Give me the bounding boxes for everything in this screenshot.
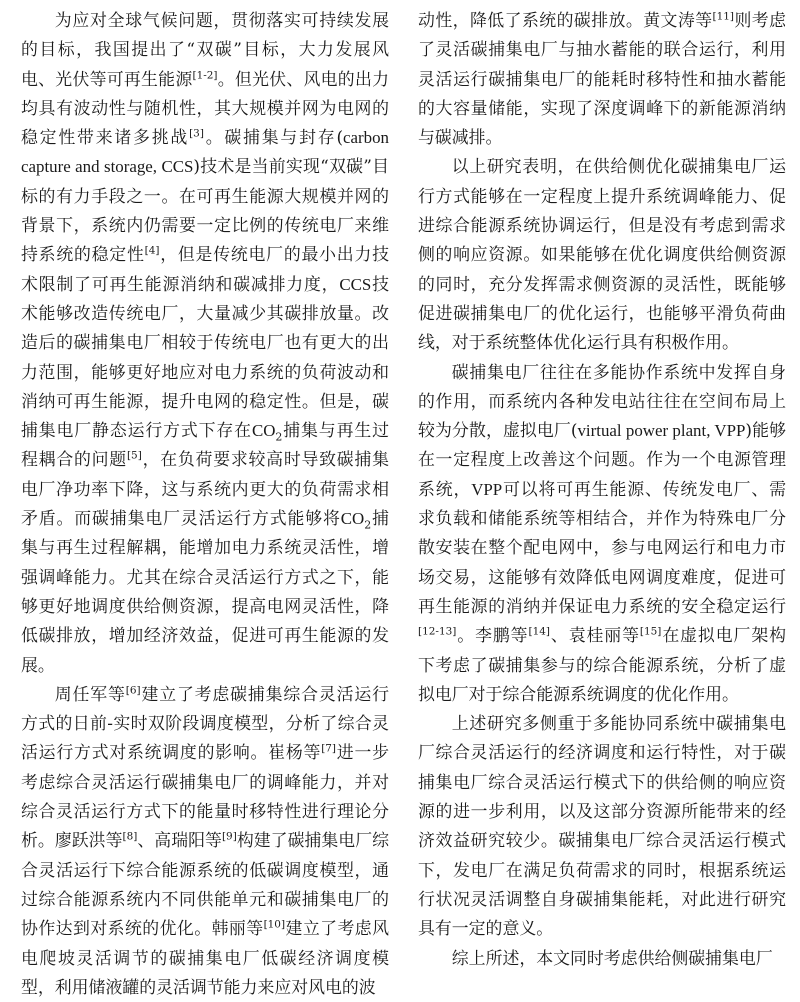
text-run: 周任军等	[54, 683, 126, 704]
text-run: 、袁桂丽等	[549, 625, 640, 646]
text-run: 建立了考虑碳捕集综合灵活运行方式的日前-实时双阶段调度模型，分析了综合灵活运行方式对系统调度的影响。崔杨等	[21, 683, 389, 763]
text-run: 。碳捕集与封存(	[203, 127, 344, 148]
text-run: 以上研究表明，在供给侧优化碳捕集电厂运行方式能够在一定程度上提升系统调峰能力、促进综合能源系统协调运行，但是没有考虑到需求侧的响应资源。如果能够在优化调度供给侧资源的同时，充分发挥需求侧资源的灵活性，既能够促进碳捕集电厂的优化运行，也能够平滑负荷曲线，对于系统整体优化运行具有积极作用。	[418, 156, 786, 353]
citation-ref: [6]	[125, 684, 141, 697]
paragraph-summary	[418, 709, 786, 943]
ccs-abbrev: CCS	[339, 274, 372, 294]
citation-ref: [8]	[122, 830, 138, 843]
ccs-full-name: carbon capture and storage, CCS	[21, 128, 390, 177]
text-run: 、高瑞阳等	[137, 830, 222, 851]
text-run: 构建了碳捕集电厂综合灵活运行下综合能源系统的低碳调度模型，通过综合能源系统内不同供能单元和碳捕集电厂的协作达到对系统的优化。韩丽等	[21, 830, 390, 939]
text-run: 综上所述，本文同时考虑供给侧碳捕集电厂	[451, 947, 773, 968]
text-run: 技术能够改造传统电厂，大量减少其碳排放量。改造后的碳捕集电厂相较于传统电厂也有更大的出力范围，能够更好地应对电力系统的负荷波动和消纳可再生能源，提升电网的稳定性。但是，碳捕集电厂静态运行方式下存在	[21, 273, 389, 441]
paragraph-virtual-power-plant	[418, 358, 786, 710]
citation-ref: [1-2]	[192, 68, 218, 81]
citation-ref: [5]	[126, 449, 142, 462]
vpp-full-name: virtual power plant, VPP	[577, 421, 746, 441]
citation-ref: [7]	[321, 742, 337, 755]
paragraph-literature-review	[21, 680, 389, 1002]
paragraph-research-gap	[418, 152, 786, 357]
citation-ref: [11]	[712, 10, 735, 23]
citation-ref: [10]	[263, 918, 286, 931]
text-run: 碳捕集电厂往往在多能协作系统中发挥自身的作用，而系统内各种发电站往往在空间布局上较为分散，虚拟电厂(	[418, 361, 786, 441]
citation-ref: [14]	[528, 625, 550, 638]
citation-ref: [12-13]	[418, 625, 457, 638]
text-run: 上述研究多侧重于多能协同系统中碳捕集电厂综合灵活运行的经济调度和运行特性，对于碳捕集电厂综合灵活运行模式下的供给侧的响应资源的进一步利用，以及这部分资源所能带来的经济效益研究较少。碳捕集电厂综合灵活运行模式下，发电厂在满足负荷需求的同时，根据系统运行状况灵活调整自身碳捕集能耗，对此进行研究具有一定的意义。	[418, 713, 786, 939]
text-run: 为应对全球气候问题，贯彻落实可持续发展的目标，我国提出了“双碳”目标，大力发展风电、光伏等可再生能源	[21, 10, 389, 89]
text-run: 则考虑了灵活碳捕集电厂与抽水蓄能的联合运行，利用灵活运行碳捕集电厂的能耗时移特性和抽水蓄能的大容量储能，实现了深度调峰下的新能源消纳与碳减排。	[418, 10, 787, 148]
text-run: 捕集与再生过程解耦，能增加电力系统灵活性，增强调峰能力。尤其在综合灵活运行方式之下，能够更好地调度供给侧资源，提高电网灵活性，降低碳排放，增加经济效益，促进可再生能源的发展。	[21, 508, 389, 675]
text-run: 进一步考虑综合灵活运行碳捕集电厂的调峰能力，并对综合灵活运行方式下的能量时移特性进行理论分析。廖跃洪等	[21, 742, 390, 851]
text-run: 动性，降低了系统的碳排放。黄文涛等	[418, 10, 713, 30]
paragraph-conclusion-start	[418, 944, 786, 973]
text-run: 可以将可再生能源、传统发电厂、需求负载和储能系统等相结合，并作为特殊电厂分散安装在整个配电网中，参与电网运行和电力市场交易，这能够有效降低电网调度难度，促进可再生能源的消纳并保证电力系统的安全稳定运行	[418, 478, 787, 616]
text-run: )能够在一定程度上改善这个问题。作为一个电源管理系统，	[418, 420, 786, 499]
citation-ref: [3]	[189, 127, 204, 140]
text-run: )技术是当前实现“双碳”目标的有力手段之一。在可再生能源大规模并网的背景下，系统内仍需要一定比例的传统电厂来维持系统的稳定性	[21, 156, 389, 265]
co2-subscript: 2	[364, 518, 372, 532]
citation-ref: [9]	[221, 830, 237, 843]
left-column	[21, 6, 390, 997]
right-column	[418, 6, 787, 968]
text-run: 。但光伏、风电的出力均具有波动性与随机性，其大规模并网为电网的稳定性带来诸多挑战	[21, 68, 389, 148]
citation-ref: [15]	[639, 625, 662, 638]
co2-formula: CO	[251, 421, 276, 441]
text-run: ，但是传统电厂的最小出力技术限制了可再生能源消纳和碳减排力度，	[21, 244, 390, 294]
text-run: ，在负荷要求较高时导致碳捕集电厂净功率下降，这与系统内更大的负荷需求相矛盾。而碳捕集电厂灵活运行方式能够将	[21, 449, 390, 529]
co2-subscript: 2	[275, 430, 283, 444]
text-run: 。李鹏等	[456, 625, 529, 646]
text-run: 建立了考虑风电爬坡灵活调节的碳捕集电厂低碳经济调度模型，利用储液罐的灵活调节能力来应对风电的波	[21, 918, 390, 997]
co2-formula: CO	[340, 509, 365, 529]
text-run: 在虚拟电厂架构下考虑了碳捕集参与的综合能源系统，分析了虚拟电厂对于综合能源系统调度的优化作用。	[418, 625, 787, 704]
text-run: 捕集与再生过程耦合的问题	[21, 420, 389, 470]
vpp-abbrev: VPP	[471, 479, 503, 499]
paragraph-continued	[418, 6, 786, 152]
paragraph-introduction	[21, 6, 389, 680]
citation-ref: [4]	[144, 244, 160, 257]
